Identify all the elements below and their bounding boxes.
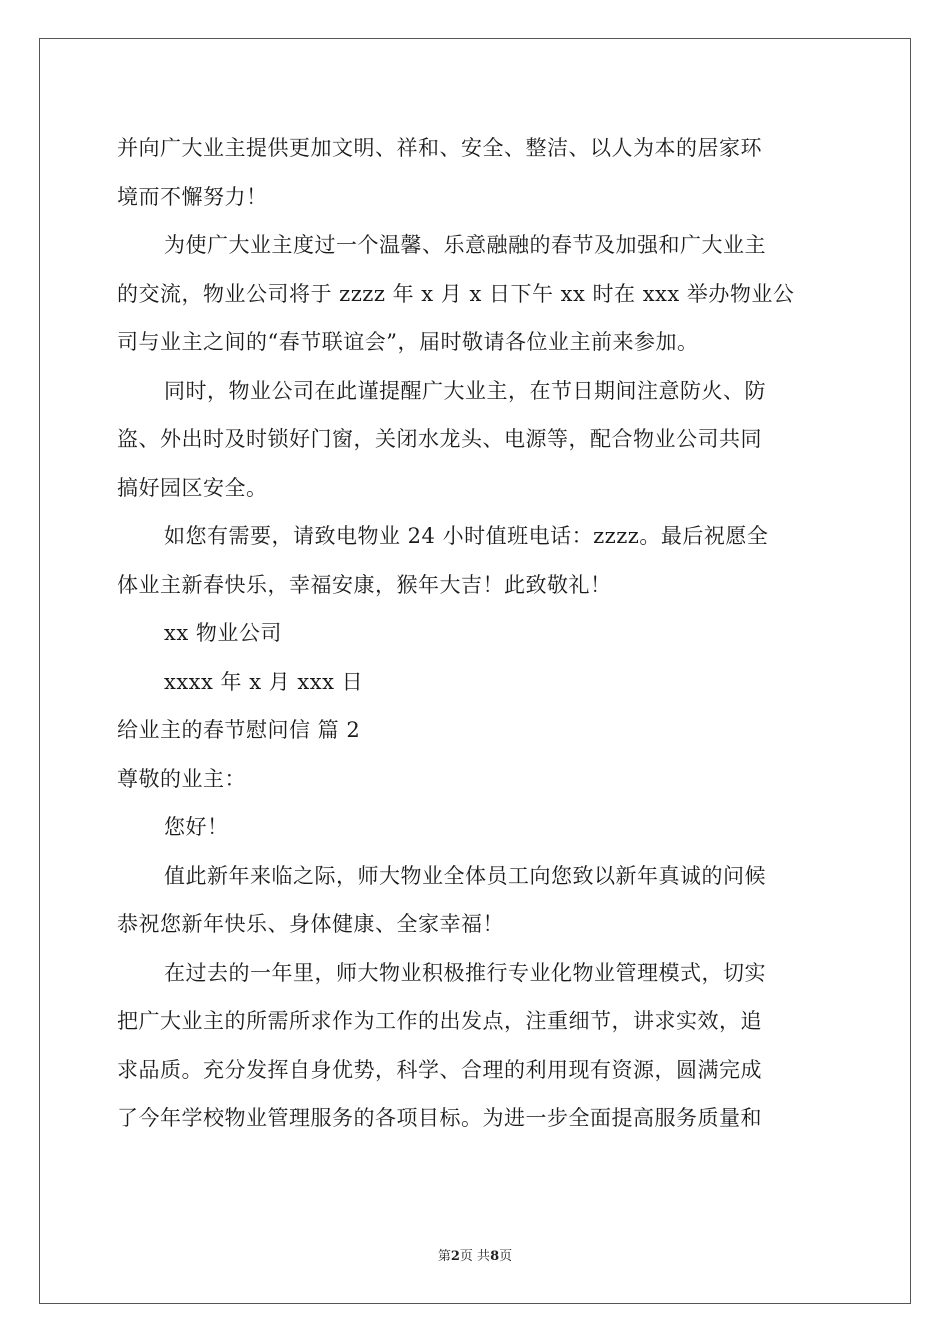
section-title: 给业主的春节慰问信 篇 2 xyxy=(117,718,361,742)
salutation: 尊敬的业主： xyxy=(117,766,246,791)
signature-date: xxxx 年 x 月 xxx 日 xyxy=(164,669,364,694)
document-body xyxy=(117,124,833,1143)
text-line: 恭祝您新年快乐、身体健康、全家幸福！ xyxy=(117,912,504,936)
text-line: 了今年学校物业管理服务的各项目标。为进一步全面提高服务质量和 xyxy=(117,1106,762,1130)
signature-company: xx 物业公司 xyxy=(164,621,282,645)
text-line: 并向广大业主提供更加文明、祥和、安全、整洁、以人为本的居家环 xyxy=(117,136,762,160)
paragraph-start: 为使广大业主度过一个温馨、乐意融融的春节及加强和广大业主 xyxy=(164,233,766,257)
page-suffix: 页 xyxy=(499,1249,513,1264)
text-line: 盗、外出时及时锁好门窗，关闭水龙头、电源等，配合物业公司共同 xyxy=(117,427,762,451)
page-prefix: 第 xyxy=(437,1249,451,1264)
paragraph-start: 同时，物业公司在此谨提醒广大业主，在节日期间注意防火、防 xyxy=(164,378,766,403)
text-line: 境而不懈努力！ xyxy=(117,184,268,209)
text-line: 求品质。充分发挥自身优势，科学、合理的利用现有资源，圆满完成 xyxy=(117,1057,762,1082)
text-line: 司与业主之间的“春节联谊会”，届时敬请各位业主前来参加。 xyxy=(117,330,699,354)
total-page-number: 8 xyxy=(490,1249,500,1264)
current-page-number: 2 xyxy=(450,1249,460,1264)
page-footer xyxy=(0,1245,950,1264)
paragraph-start: 在过去的一年里，师大物业积极推行专业化物业管理模式，切实 xyxy=(164,960,766,985)
text-line: 把广大业主的所需所求作为工作的出发点，注重细节，讲求实效，追 xyxy=(117,1009,762,1033)
text-line: 的交流，物业公司将于 zzzz 年 x 月 x 日下午 xx 时在 xxx 举办物业公 xyxy=(117,281,795,306)
paragraph-start: 如您有需要，请致电物业 24 小时值班电话：zzzz。最后祝愿全 xyxy=(164,524,769,548)
text-line: 搞好园区安全。 xyxy=(117,475,268,500)
page-mid: 页 共 xyxy=(459,1249,491,1264)
text-line: 体业主新春快乐，幸福安康，猴年大吉！此致敬礼！ xyxy=(117,572,612,597)
greeting: 您好！ xyxy=(164,815,229,839)
paragraph-start: 值此新年来临之际，师大物业全体员工向您致以新年真诚的问候 xyxy=(164,863,766,888)
